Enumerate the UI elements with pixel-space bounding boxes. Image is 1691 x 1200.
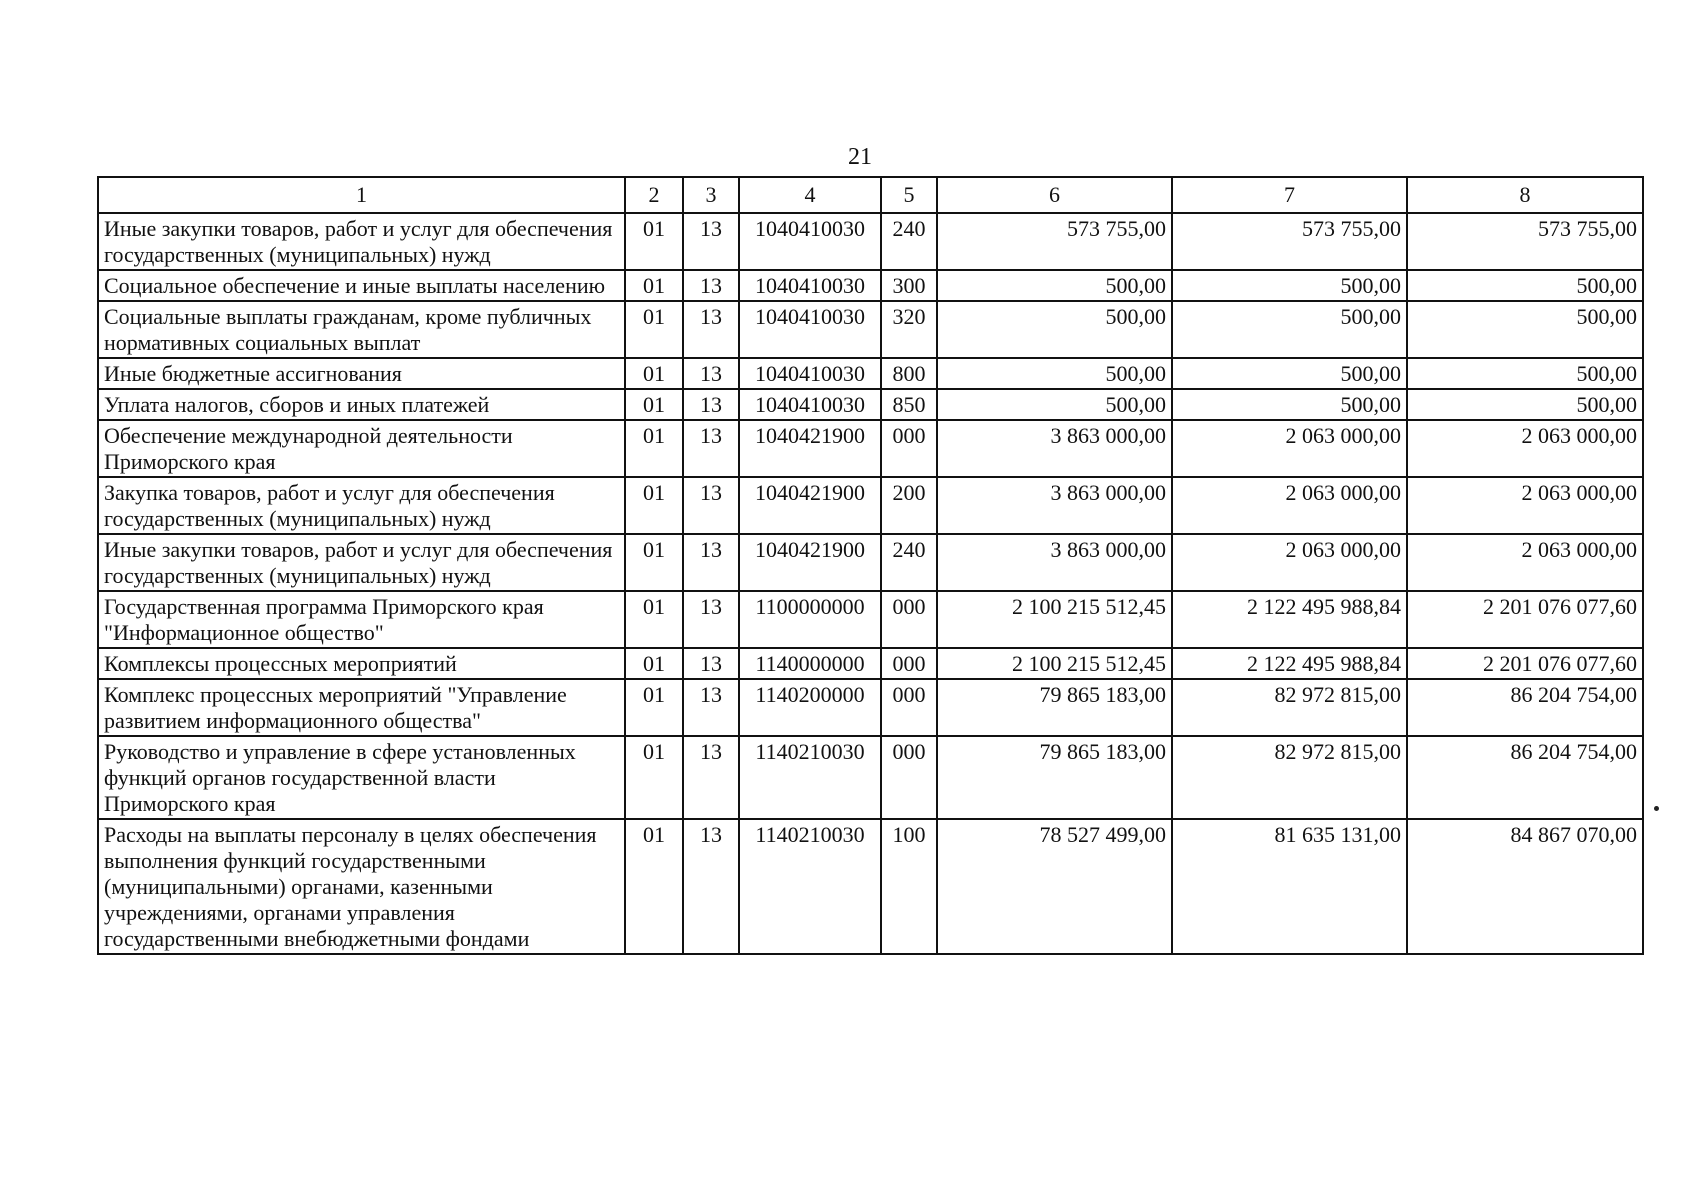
- section-code: 01: [625, 420, 683, 477]
- target-article-code: 1040410030: [739, 389, 881, 420]
- expense-type-code: 000: [881, 648, 937, 679]
- target-article-code: 1140000000: [739, 648, 881, 679]
- amount-column-6: 79 865 183,00: [937, 736, 1172, 819]
- row-name: Иные закупки товаров, работ и услуг для обеспечения государственных (муниципальных) нужд: [98, 534, 625, 591]
- expense-type-code: 300: [881, 270, 937, 301]
- expense-type-code: 000: [881, 679, 937, 736]
- amount-column-7: 2 063 000,00: [1172, 534, 1407, 591]
- column-header-4: 4: [739, 177, 881, 213]
- section-code: 01: [625, 648, 683, 679]
- amount-column-6: 2 100 215 512,45: [937, 591, 1172, 648]
- amount-column-8: 84 867 070,00: [1407, 819, 1643, 954]
- row-name: Иные закупки товаров, работ и услуг для обеспечения государственных (муниципальных) нужд: [98, 213, 625, 270]
- amount-column-8: 2 201 076 077,60: [1407, 591, 1643, 648]
- target-article-code: 1040410030: [739, 270, 881, 301]
- amount-column-8: 500,00: [1407, 301, 1643, 358]
- section-code: 01: [625, 301, 683, 358]
- amount-column-6: 573 755,00: [937, 213, 1172, 270]
- amount-column-7: 500,00: [1172, 301, 1407, 358]
- budget-table: [97, 176, 1644, 955]
- table-row: [98, 213, 1643, 270]
- row-name: Руководство и управление в сфере установленных функций органов государственной власти Приморского края: [98, 736, 625, 819]
- table-body: [98, 213, 1643, 954]
- row-name: Комплекс процессных мероприятий "Управление развитием информационного общества": [98, 679, 625, 736]
- target-article-code: 1040421900: [739, 420, 881, 477]
- target-article-code: 1140200000: [739, 679, 881, 736]
- amount-column-6: 3 863 000,00: [937, 420, 1172, 477]
- amount-column-7: 81 635 131,00: [1172, 819, 1407, 954]
- target-article-code: 1040421900: [739, 534, 881, 591]
- column-header-1: 1: [98, 177, 625, 213]
- amount-column-7: 82 972 815,00: [1172, 736, 1407, 819]
- section-code: 01: [625, 819, 683, 954]
- amount-column-8: 573 755,00: [1407, 213, 1643, 270]
- row-name: Социальные выплаты гражданам, кроме публичных нормативных социальных выплат: [98, 301, 625, 358]
- expense-type-code: 320: [881, 301, 937, 358]
- row-name: Социальное обеспечение и иные выплаты населению: [98, 270, 625, 301]
- amount-column-7: 2 063 000,00: [1172, 420, 1407, 477]
- table-row: [98, 301, 1643, 358]
- expense-type-code: 000: [881, 736, 937, 819]
- row-name: Закупка товаров, работ и услуг для обеспечения государственных (муниципальных) нужд: [98, 477, 625, 534]
- column-header-7: 7: [1172, 177, 1407, 213]
- table-row: [98, 679, 1643, 736]
- expense-type-code: 200: [881, 477, 937, 534]
- target-article-code: 1140210030: [739, 819, 881, 954]
- table-header: [98, 177, 1643, 213]
- amount-column-7: 2 122 495 988,84: [1172, 591, 1407, 648]
- target-article-code: 1100000000: [739, 591, 881, 648]
- table-row: [98, 534, 1643, 591]
- section-code: 01: [625, 591, 683, 648]
- row-name: Обеспечение международной деятельности Приморского края: [98, 420, 625, 477]
- column-header-2: 2: [625, 177, 683, 213]
- table-row: [98, 270, 1643, 301]
- subsection-code: 13: [683, 534, 739, 591]
- subsection-code: 13: [683, 213, 739, 270]
- row-name: Иные бюджетные ассигнования: [98, 358, 625, 389]
- subsection-code: 13: [683, 270, 739, 301]
- row-name: Уплата налогов, сборов и иных платежей: [98, 389, 625, 420]
- target-article-code: 1040410030: [739, 358, 881, 389]
- section-code: 01: [625, 736, 683, 819]
- amount-column-6: 3 863 000,00: [937, 477, 1172, 534]
- row-name: Государственная программа Приморского края "Информационное общество": [98, 591, 625, 648]
- section-code: 01: [625, 389, 683, 420]
- header-row: [98, 177, 1643, 213]
- table-row: [98, 648, 1643, 679]
- section-code: 01: [625, 679, 683, 736]
- target-article-code: 1040410030: [739, 301, 881, 358]
- amount-column-7: 2 122 495 988,84: [1172, 648, 1407, 679]
- table-row: [98, 819, 1643, 954]
- column-header-6: 6: [937, 177, 1172, 213]
- amount-column-7: 82 972 815,00: [1172, 679, 1407, 736]
- amount-column-6: 3 863 000,00: [937, 534, 1172, 591]
- scan-speck: [1654, 806, 1659, 811]
- expense-type-code: 000: [881, 420, 937, 477]
- amount-column-7: 2 063 000,00: [1172, 477, 1407, 534]
- amount-column-6: 500,00: [937, 358, 1172, 389]
- amount-column-7: 500,00: [1172, 270, 1407, 301]
- amount-column-8: 2 063 000,00: [1407, 534, 1643, 591]
- subsection-code: 13: [683, 477, 739, 534]
- expense-type-code: 800: [881, 358, 937, 389]
- expense-type-code: 240: [881, 534, 937, 591]
- row-name: Расходы на выплаты персоналу в целях обеспечения выполнения функций государственными (муниципальными) органами, казенными учреждениями, органами управления государственными внебюджетными фондами: [98, 819, 625, 954]
- subsection-code: 13: [683, 420, 739, 477]
- section-code: 01: [625, 534, 683, 591]
- amount-column-8: 86 204 754,00: [1407, 736, 1643, 819]
- table-row: [98, 591, 1643, 648]
- expense-type-code: 240: [881, 213, 937, 270]
- amount-column-6: 500,00: [937, 301, 1172, 358]
- subsection-code: 13: [683, 819, 739, 954]
- target-article-code: 1140210030: [739, 736, 881, 819]
- amount-column-6: 78 527 499,00: [937, 819, 1172, 954]
- amount-column-6: 500,00: [937, 270, 1172, 301]
- amount-column-8: 500,00: [1407, 358, 1643, 389]
- expense-type-code: 000: [881, 591, 937, 648]
- subsection-code: 13: [683, 358, 739, 389]
- column-header-5: 5: [881, 177, 937, 213]
- row-name: Комплексы процессных мероприятий: [98, 648, 625, 679]
- amount-column-6: 2 100 215 512,45: [937, 648, 1172, 679]
- table-row: [98, 736, 1643, 819]
- table-row: [98, 358, 1643, 389]
- target-article-code: 1040421900: [739, 477, 881, 534]
- subsection-code: 13: [683, 389, 739, 420]
- section-code: 01: [625, 477, 683, 534]
- amount-column-6: 500,00: [937, 389, 1172, 420]
- amount-column-7: 500,00: [1172, 358, 1407, 389]
- column-header-8: 8: [1407, 177, 1643, 213]
- page-number: 21: [848, 144, 872, 170]
- column-header-3: 3: [683, 177, 739, 213]
- section-code: 01: [625, 358, 683, 389]
- expense-type-code: 100: [881, 819, 937, 954]
- table-row: [98, 389, 1643, 420]
- amount-column-7: 573 755,00: [1172, 213, 1407, 270]
- table-row: [98, 420, 1643, 477]
- target-article-code: 1040410030: [739, 213, 881, 270]
- amount-column-8: 500,00: [1407, 389, 1643, 420]
- subsection-code: 13: [683, 301, 739, 358]
- amount-column-8: 2 063 000,00: [1407, 420, 1643, 477]
- amount-column-8: 2 063 000,00: [1407, 477, 1643, 534]
- subsection-code: 13: [683, 648, 739, 679]
- amount-column-8: 86 204 754,00: [1407, 679, 1643, 736]
- table-row: [98, 477, 1643, 534]
- amount-column-8: 500,00: [1407, 270, 1643, 301]
- amount-column-7: 500,00: [1172, 389, 1407, 420]
- amount-column-8: 2 201 076 077,60: [1407, 648, 1643, 679]
- amount-column-6: 79 865 183,00: [937, 679, 1172, 736]
- subsection-code: 13: [683, 679, 739, 736]
- expense-type-code: 850: [881, 389, 937, 420]
- section-code: 01: [625, 213, 683, 270]
- subsection-code: 13: [683, 591, 739, 648]
- section-code: 01: [625, 270, 683, 301]
- subsection-code: 13: [683, 736, 739, 819]
